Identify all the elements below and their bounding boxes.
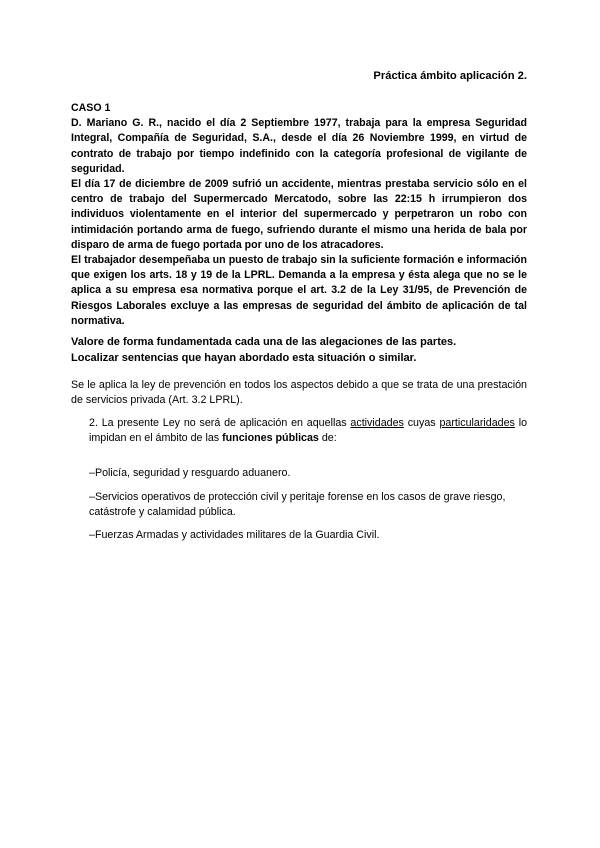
- article-bold-text: funciones públicas: [222, 432, 319, 445]
- question-item: Localizar sentencias que hayan abordado esta situación o similar.: [71, 352, 417, 364]
- case-paragraph: El día 17 de diciembre de 2009 sufrió un accidente, mientras prestaba servicio sólo en el centro de trabajo del Supermercado Mercatodo, sobre las 22:15 h irrumpieron dos individuos violentamente en el interior del supermercado y perpetraron un robo con intimidación portando arma de fuego, sufriendo durante el mismo una herida de bala por disparo de arma de fuego portada por uno de los atracadores.: [71, 178, 527, 251]
- link-particularidades[interactable]: particularidades: [439, 417, 515, 429]
- document-title: Práctica ámbito aplicación 2.: [373, 70, 527, 82]
- document-page: [71, 0, 527, 848]
- exclusion-item: [89, 490, 527, 521]
- exclusion-text: –Fuerzas Armadas y actividades militares de la Guardia Civil.: [89, 529, 380, 541]
- answer-paragraph: [71, 378, 527, 409]
- exclusion-item: [89, 466, 527, 481]
- article-paragraph: [71, 416, 527, 447]
- exclusion-text: –Servicios operativos de protección civil y peritaje forense en los casos de grave riesgo, catástrofe y calamidad pública.: [89, 491, 506, 519]
- article-text: cuyas: [403, 417, 440, 429]
- case-paragraph: El trabajador desempeñaba un puesto de trabajo sin la suficiente formación e información que exigen los arts. 18 y 19 de la LPRL. Demanda a la empresa y ésta alega que no se le aplica a su empresa esa normativa porque el art. 3.2 de la Ley 31/95, de Prevención de Riesgos Laborales excluye a las empresas de seguridad del ámbito de aplicación de tal normativa.: [71, 254, 527, 327]
- article-text: 2. La presente Ley no será de aplicación en aquellas: [89, 417, 351, 429]
- case-paragraph: D. Mariano G. R., nacido el día 2 Septiembre 1977, trabaja para la empresa Seguridad Integral, Compañía de Seguridad, S.A., desde el día 26 Noviembre 1999, en virtud de contrato de trabajo por tiempo indefinido con la categoría profesional de vigilante de seguridad.: [71, 117, 527, 175]
- question-item: Valore de forma fundamentada cada una de las alegaciones de las partes.: [71, 336, 457, 348]
- case-title: CASO 1: [71, 102, 111, 114]
- article-text: lo impidan en el ámbito de las: [89, 417, 528, 445]
- article-text: de:: [318, 432, 337, 445]
- exclusion-text: –Policía, seguridad y resguardo aduanero.: [89, 467, 291, 479]
- case-questions: [71, 334, 527, 366]
- exclusion-item: [89, 528, 527, 543]
- law-article-quote: [71, 416, 527, 447]
- answer-text: Se le aplica la ley de prevención en todos los aspectos debido a que se trata de una prestación de servicios privada (Art. 3.2 LPRL).: [71, 379, 527, 407]
- case-statement: [71, 101, 527, 329]
- link-actividades[interactable]: actividades: [350, 417, 404, 429]
